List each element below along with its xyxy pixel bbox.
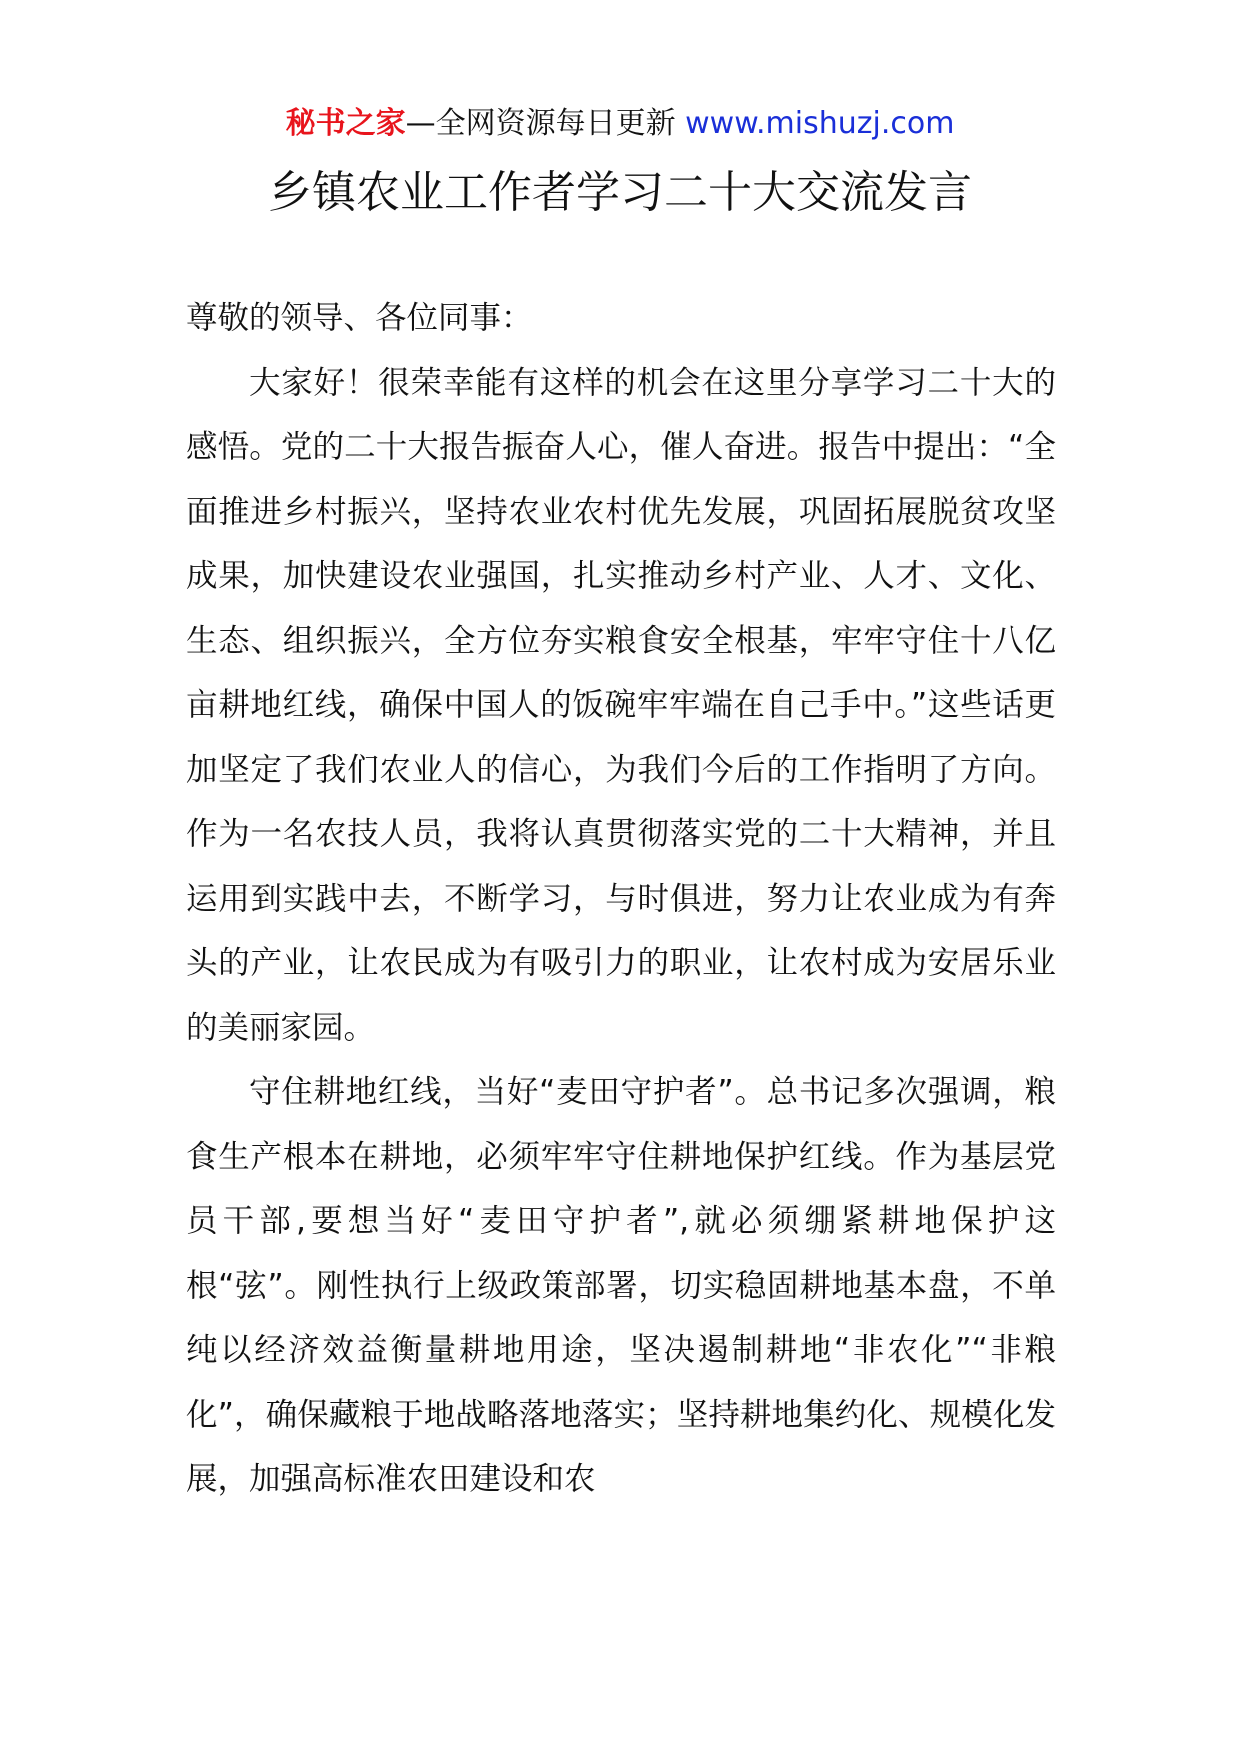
brand-name: 秘书之家 — [285, 106, 406, 141]
document-body — [186, 286, 1056, 1512]
site-url-link[interactable]: www.mishuzj.com — [685, 106, 955, 141]
paragraph-farmland: 守住耕地红线，当好“麦田守护者”。总书记多次强调，粮食生产根本在耕地，必须牢牢守住耕地保护红线。作为基层党员干部,要想当好“麦田守护者”,就必须绷紧耕地保护这根“弦”。刚性执行上级政策部署，切实稳固耕地基本盘，不单纯以经济效益衡量耕地用途，坚决遏制耕地“非农化”“非粮化”，确保藏粮于地战略落地落实；坚持耕地集约化、规模化发展，加强高标准农田建设和农 — [186, 1074, 1056, 1497]
paragraph-intro: 大家好！很荣幸能有这样的机会在这里分享学习二十大的感悟。党的二十大报告振奋人心，催人奋进。报告中提出：“全面推进乡村振兴，坚持农业农村优先发展，巩固拓展脱贫攻坚成果，加快建设农业强国，扎实推动乡村产业、人才、文化、生态、组织振兴，全方位夯实粮食安全根基，牢牢守住十八亿亩耕地红线，确保中国人的饭碗牢牢端在自己手中。”这些话更加坚定了我们农业人的信心，为我们今后的工作指明了方向。作为一名农技人员，我将认真贯彻落实党的二十大精神，并且运用到实践中去，不断学习，与时俱进，努力让农业成为有奔头的产业，让农民成为有吸引力的职业，让农村成为安居乐业的美丽家园。 — [186, 364, 1056, 1046]
header-tagline: —全网资源每日更新 — [405, 106, 686, 141]
site-header — [0, 100, 1240, 148]
salutation: 尊敬的领导、各位同事： — [186, 300, 533, 336]
document-title: 乡镇农业工作者学习二十大交流发言 — [268, 167, 972, 218]
